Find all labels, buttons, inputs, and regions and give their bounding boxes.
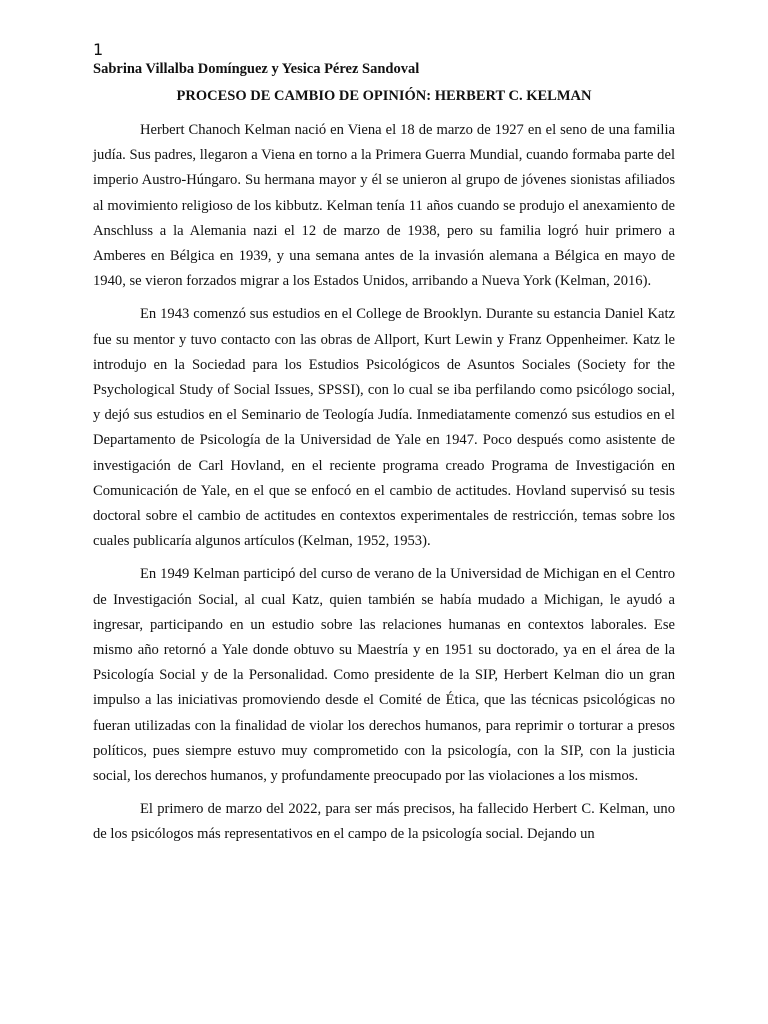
- page-number: 1: [93, 40, 104, 59]
- body-paragraph-1: Herbert Chanoch Kelman nació en Viena el 18 de marzo de 1927 en el seno de una familia judía. Sus padres, llegaron a Viena en torno a la Primera Guerra Mundial, cuando formaba parte del imperio Austro-Húngaro. Su hermana mayor y él se unieron al grupo de jóvenes sionistas afiliados al movimiento religioso de los kibbutz. Kelman tenía 11 años cuando se produjo el anexamiento de Anschluss a la Alemania nazi el 12 de marzo de 1938, pero su familia logró huir primero a Amberes en Bélgica en 1939, y una semana antes de la invasión alemana a Bélgica en mayo de 1940, se vieron forzados migrar a los Estados Unidos, arribando a Nueva York (Kelman, 2016).: [93, 122, 675, 290]
- body-paragraph-3: En 1949 Kelman participó del curso de verano de la Universidad de Michigan en el Centro de Investigación Social, al cual Katz, quien también se había mudado a Michigan, le ayudó a ingresar, participando en un estudio sobre las relaciones humanas en contextos laborales. Ese mismo año retornó a Yale donde obtuvo su Maestría y en 1951 su doctorado, ya en el área de la Psicología Social y de la Personalidad. Como presidente de la SIP, Herbert Kelman dio un gran impulso a las iniciativas promoviendo desde el Comité de Ética, que las técnicas psicológicas no fueran utilizadas con la finalidad de violar los derechos humanos, para reprimir o torturar a presos políticos, pues siempre estuvo muy comprometido con la psicología, con la SIP, con la justicia social, los derechos humanos, y profundamente preocupado por las violaciones a los mismos.: [93, 566, 675, 785]
- authors-line: Sabrina Villalba Domínguez y Yesica Pérez Sandoval: [93, 61, 420, 77]
- body-paragraph-2: En 1943 comenzó sus estudios en el College de Brooklyn. Durante su estancia Daniel Katz fue su mentor y tuvo contacto con las obras de Allport, Kurt Lewin y Franz Oppenheimer. Katz le introdujo en la Sociedad para los Estudios Psicológicos de Asuntos Sociales (Society for the Psychological Study of Social Issues, SPSSI), con lo cual se iba perfilando como psicólogo social, y dejó sus estudios en el Seminario de Teología Judía. Inmediatamente comenzó sus estudios en el Departamento de Psicología de la Universidad de Yale en 1947. Poco después como asistente de investigación de Carl Hovland, en el reciente programa creado Programa de Investigación en Comunicación de Yale, en el que se enfocó en el cambio de actitudes. Hovland supervisó su tesis doctoral sobre el cambio de actitudes en contextos experimentales de restricción, temas sobre los cuales publicaría algunos artículos (Kelman, 1952, 1953).: [93, 306, 675, 550]
- body-paragraph-4: El primero de marzo del 2022, para ser más precisos, ha fallecido Herbert C. Kelman, uno de los psicólogos más representativos en el campo de la psicología social. Dejando un: [93, 801, 675, 843]
- document-title: PROCESO DE CAMBIO DE OPINIÓN: HERBERT C. KELMAN: [176, 88, 592, 104]
- document-page: [93, 40, 675, 856]
